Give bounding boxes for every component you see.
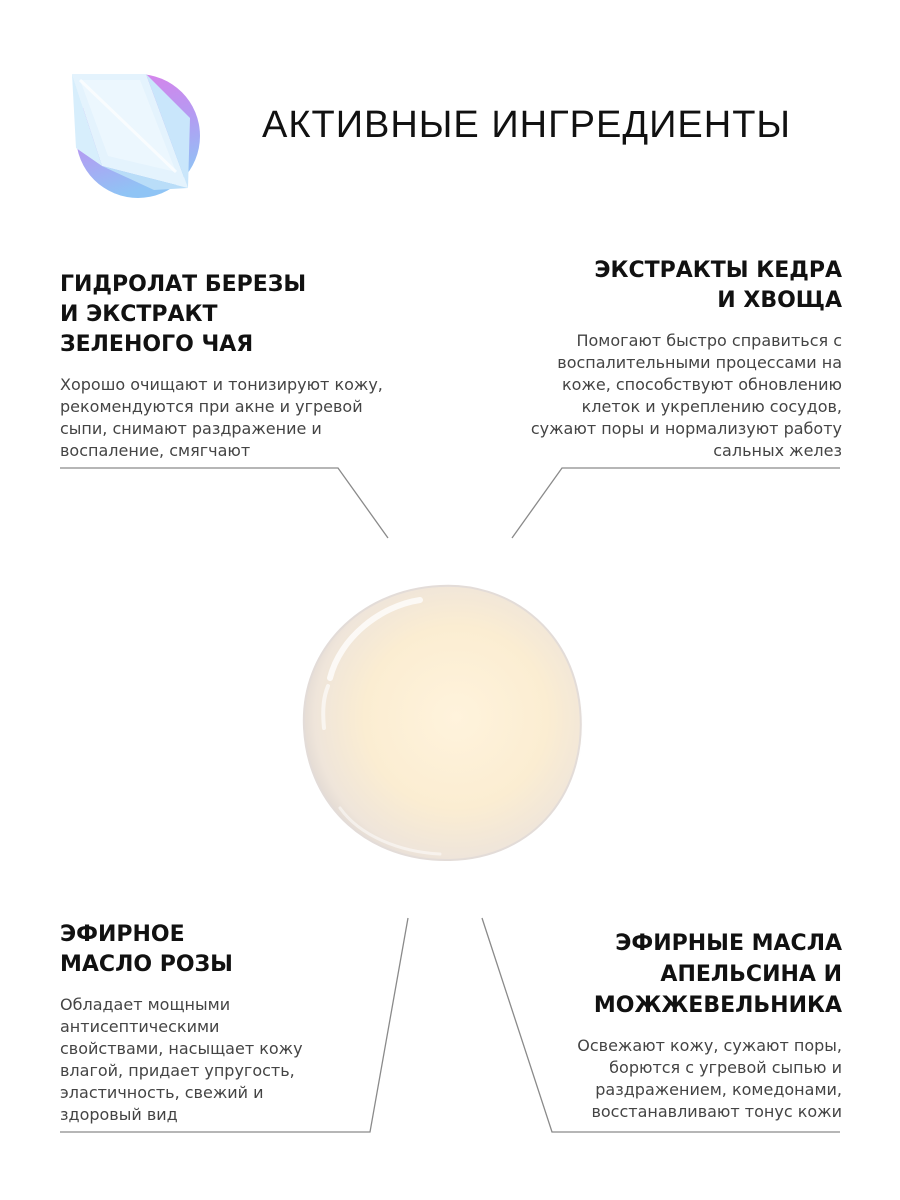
page-title: АКТИВНЫЕ ИНГРЕДИЕНТЫ (262, 104, 792, 146)
ingredient-cedar-horsetail (480, 256, 842, 462)
description-line: клеток и укреплению сосудов, (581, 397, 842, 416)
description-line: воспалительными процессами на (557, 353, 842, 372)
connector-line-top-left (60, 468, 388, 538)
description-line: сужают поры и нормализуют работу (530, 419, 842, 438)
description-line: Обладает мощными (60, 995, 231, 1014)
description-line: раздражением, комедонами, (595, 1080, 842, 1099)
ingredient-description (60, 374, 400, 462)
heading-line: МОЖЖЕВЕЛЬНИКА (593, 993, 842, 1018)
ingredient-description (60, 994, 360, 1126)
description-line: Хорошо очищают и тонизируют кожу, (60, 375, 383, 394)
ingredient-heading (60, 270, 400, 360)
description-line: восстанавливают тонус кожи (591, 1102, 842, 1121)
description-line: сыпи, снимают раздражение и (60, 419, 322, 438)
description-line: борются с угревой сыпью и (609, 1058, 842, 1077)
crystal-cube-logo-icon (58, 68, 206, 204)
heading-line: ЭФИРНОЕ (60, 922, 185, 947)
description-line: коже, способствуют обновлению (561, 375, 842, 394)
description-line: здоровый вид (60, 1105, 178, 1124)
description-line: Помогают быстро справиться с (576, 331, 842, 350)
heading-line: АПЕЛЬСИНА И (660, 962, 842, 987)
ingredient-heading (60, 920, 360, 980)
ingredient-heading (480, 256, 842, 316)
description-line: свойствами, насыщает кожу (60, 1039, 303, 1058)
description-line: антисептическими (60, 1017, 220, 1036)
description-line: Освежают кожу, сужают поры, (577, 1036, 842, 1055)
ingredient-rose-oil (60, 920, 360, 1126)
ingredient-birch-green-tea (60, 270, 400, 462)
ingredient-description (480, 330, 842, 462)
heading-line: МАСЛО РОЗЫ (60, 952, 233, 977)
cream-drop-image (300, 578, 586, 866)
description-line: рекомендуются при акне и угревой (60, 397, 363, 416)
description-line: воспаление, смягчают (60, 441, 251, 460)
heading-line: И ХВОЩА (717, 288, 842, 313)
heading-line: ЭКСТРАКТЫ КЕДРА (594, 258, 842, 283)
heading-line: ЭФИРНЫЕ МАСЛА (615, 931, 842, 956)
heading-line: ГИДРОЛАТ БЕРЕЗЫ (60, 272, 307, 297)
heading-line: И ЭКСТРАКТ (60, 302, 218, 327)
description-line: эластичность, свежий и (60, 1083, 264, 1102)
description-line: влагой, придает упругость, (60, 1061, 295, 1080)
connector-line-top-right (512, 468, 840, 538)
heading-line: ЗЕЛЕНОГО ЧАЯ (60, 332, 254, 357)
ingredient-description (520, 1035, 842, 1123)
ingredient-heading (520, 928, 842, 1021)
description-line: сальных желез (713, 441, 842, 460)
ingredient-orange-juniper-oils (520, 928, 842, 1123)
